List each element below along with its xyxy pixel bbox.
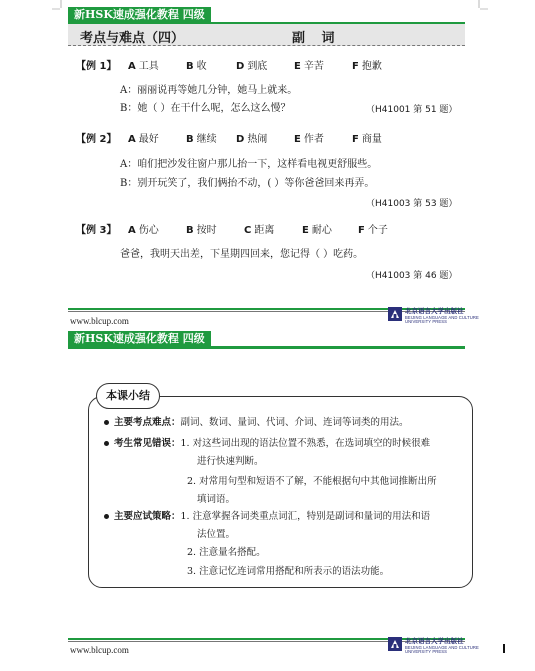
example-2 bbox=[76, 133, 476, 213]
option-f: F 个子 bbox=[358, 225, 388, 236]
bullet-icon bbox=[104, 441, 109, 446]
dialogue-line: A：丽丽说再等她几分钟，她马上就来。 bbox=[120, 85, 298, 96]
example-label: 【例 3】 bbox=[76, 225, 117, 236]
crop-mark bbox=[52, 0, 62, 10]
book-tag: 新HSK速成强化教程 四级 bbox=[68, 331, 211, 347]
summary-item: 考生常见错误：1. 对这些词出现的语法位置不熟悉，在选词填空的时候很难 bbox=[114, 438, 431, 449]
option-a: A 工具 bbox=[128, 61, 159, 72]
section-title: 考点与难点（四） bbox=[80, 31, 185, 46]
option-b: B 按时 bbox=[186, 225, 217, 236]
summary-line: 2. 对常用句型和短语不了解，不能根据句中其他词推断出所 bbox=[187, 476, 437, 487]
option-d: D 到底 bbox=[236, 61, 268, 72]
bullet-icon bbox=[104, 420, 109, 425]
publisher-logo: 北京语言大学出版社 BEIJING LANGUAGE AND CULTURE UNIVERSITY PRESS bbox=[388, 636, 484, 654]
example-1 bbox=[76, 60, 476, 122]
example-options bbox=[76, 224, 476, 238]
option-f: F 抱歉 bbox=[352, 61, 382, 72]
option-a: A 最好 bbox=[128, 134, 159, 145]
option-f: F 商量 bbox=[352, 134, 382, 145]
summary-title: 本课小结 bbox=[96, 383, 160, 409]
question-line: 爸爸，我明天出差，下星期四回来，您记得（ ）吃药。 bbox=[120, 249, 364, 260]
option-c: C 距离 bbox=[244, 225, 275, 236]
bullet-icon bbox=[104, 514, 109, 519]
summary-line: 3. 注意记忆连词常用搭配和所表示的语法功能。 bbox=[187, 566, 390, 577]
option-a: A 伤心 bbox=[128, 225, 159, 236]
footer-url: www.blcup.com bbox=[70, 645, 129, 655]
example-options bbox=[76, 60, 476, 74]
example-3 bbox=[76, 224, 476, 286]
summary-line: 法位置。 bbox=[197, 529, 236, 540]
dialogue-line: A：咱们把沙发往窗户那儿抬一下，这样看电视更舒服些。 bbox=[120, 159, 378, 170]
source-ref: （H41003 第 46 题） bbox=[366, 271, 458, 281]
source-ref: （H41001 第 51 题） bbox=[366, 105, 458, 115]
option-b: B 收 bbox=[186, 61, 207, 72]
dialogue-line: B：别开玩笑了，我们俩抬不动，( ）等你爸爸回来再弄。 bbox=[120, 178, 375, 189]
option-e: E 耐心 bbox=[302, 225, 332, 236]
publisher-icon bbox=[388, 307, 402, 321]
summary-item: 主要应试策略：1. 注意掌握各词类重点词汇，特别是副词和量词的用法和语 bbox=[114, 511, 431, 522]
summary-line: 填词语。 bbox=[197, 494, 236, 505]
example-label: 【例 2】 bbox=[76, 134, 117, 145]
crop-mark bbox=[478, 0, 488, 10]
source-ref: （H41003 第 53 题） bbox=[366, 199, 458, 209]
summary-item: 主要考点难点：副词、数词、量词、代词、介词、连词等词类的用法。 bbox=[114, 417, 409, 428]
footer-url: www.blcup.com bbox=[70, 316, 129, 326]
publisher-icon bbox=[388, 637, 402, 651]
tag-underline bbox=[68, 346, 465, 349]
section-header bbox=[68, 24, 465, 46]
option-d: D 热闹 bbox=[236, 134, 268, 145]
dialogue-line: B：她（ ）在干什么呢，怎么这么慢？ bbox=[120, 103, 291, 114]
example-options bbox=[76, 133, 476, 147]
summary-line: 2. 注意量名搭配。 bbox=[187, 547, 266, 558]
option-e: E 辛苦 bbox=[294, 61, 324, 72]
summary-line: 进行快速判断。 bbox=[197, 456, 264, 467]
text-cursor bbox=[503, 644, 505, 653]
publisher-logo: 北京语言大学出版社 BEIJING LANGUAGE AND CULTURE UNIVERSITY PRESS bbox=[388, 306, 484, 324]
example-label: 【例 1】 bbox=[76, 61, 117, 72]
section-topic: 副 词 bbox=[292, 31, 341, 46]
option-b: B 继续 bbox=[186, 134, 217, 145]
option-e: E 作者 bbox=[294, 134, 324, 145]
book-tag: 新HSK速成强化教程 四级 bbox=[68, 7, 211, 23]
